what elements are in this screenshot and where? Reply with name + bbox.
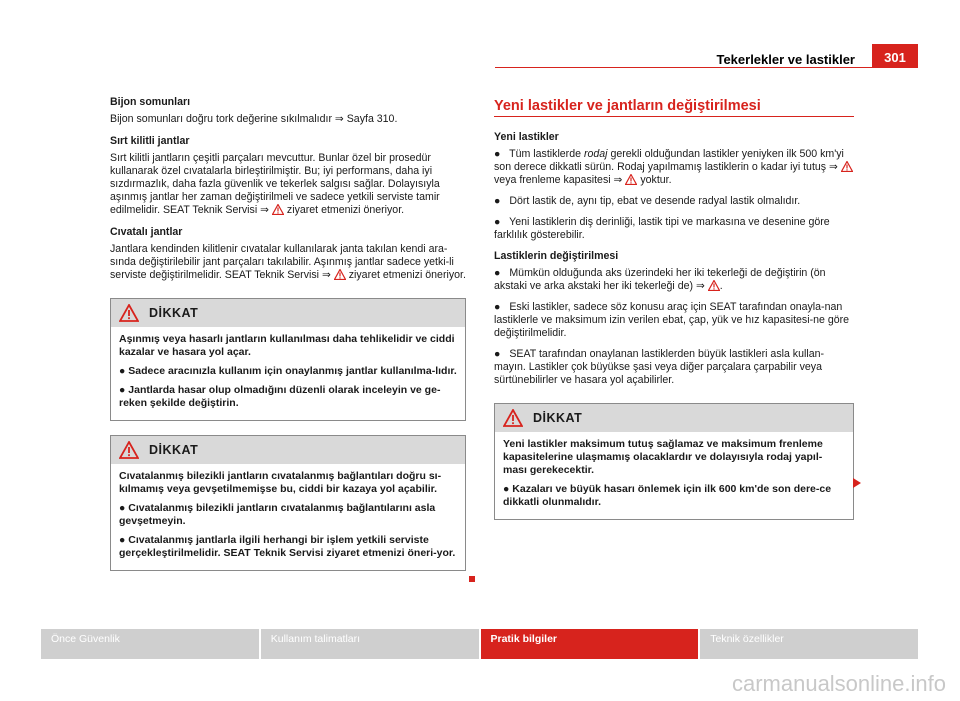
paragraph-civatali-jantlar: [110, 243, 466, 282]
bullet-text: Sadece aracınızla kullanım için onaylanmış jantlar kullanılma-lıdır.: [128, 365, 457, 377]
section-end-marker: [469, 576, 475, 582]
list-item: [494, 267, 854, 293]
bullet-dot: ●: [494, 216, 501, 228]
warning-box-body: [111, 464, 465, 570]
warning-triangle-icon: [334, 269, 346, 280]
warning-title: DİKKAT: [533, 410, 583, 425]
paragraph-text: ziyaret etmenizi öneriyor.: [348, 269, 466, 281]
heading-bijon-somunlari: Bijon somunları: [110, 96, 191, 108]
bullet-dot: ●: [503, 483, 510, 495]
warning-triangle-icon: [625, 174, 637, 185]
list-item: [494, 301, 854, 340]
paragraph-text: ziyaret etmenizi öneriyor.: [286, 204, 405, 216]
warning-triangle-icon: [119, 441, 139, 459]
bullet-dot: ●: [119, 534, 126, 546]
list-item: [494, 216, 854, 242]
heading-yeni-lastikler: Yeni lastikler: [494, 131, 559, 143]
paragraph-text: Sırt kilitli jantların çeşitli parçaları mevcuttur. Bunlar özel bir prosedür kullanarak özel cıvatalarla birleştirilmiştir. Bu; iyi performans, daha iyi sızdırmazlık, daha fazla güvenlik ve tekerlek salgısı sağlar. Dolayısıyla aşınmış jantlar her zaman değiştirilmeli ve sadece yetkili serviste tamir edilmelidir. SEAT Teknik Servisi ⇒: [110, 152, 440, 216]
warning-title: DİKKAT: [149, 305, 199, 320]
warning-box-2: [110, 435, 466, 571]
paragraph-bijon-somunlari: Bijon somunları doğru tork değerine sıkılmalıdır ⇒ Sayfa 310.: [110, 113, 398, 125]
warning-bullet: [119, 384, 457, 410]
heading-civatali-jantlar: Cıvatalı jantlar: [110, 226, 183, 238]
bullet-text: Cıvatalanmış jantlarla ilgili herhangi bir işlem yetkili serviste gerçekleştirilmelidir. SEAT Teknik Servisi ziyaret etmenizi öneri-yor.: [119, 534, 456, 559]
watermark: carmanualsonline.info: [731, 671, 946, 696]
heading-lastiklerin-degistirilmesi: Lastiklerin değiştirilmesi: [494, 250, 619, 262]
bullet-text: Mümkün olduğunda aks üzerindeki her iki tekerleği de değiştirin (ön akstaki ve arka akstaki her iki tekerleği de) ⇒: [494, 267, 826, 292]
warning-bullet: [119, 502, 457, 528]
bullet-emphasis: rodaj: [583, 148, 608, 160]
footer-tab-kullanim-talimatlari[interactable]: Kullanım talimatları: [261, 629, 481, 659]
bullet-text: Yeni lastiklerin diş derinliği, lastik tipi ve markasına ve desenine göre farklılık gösterebilir.: [494, 216, 830, 241]
warning-box-body: [495, 432, 853, 519]
bullet-text: Jantlarda hasar olup olmadığını düzenli olarak inceleyin ve ge-reken şekilde değiştirin.: [119, 384, 441, 409]
running-header-title: Tekerlekler ve lastikler: [716, 52, 855, 67]
bullet-text: yoktur.: [640, 174, 672, 186]
bullet-dot: ●: [494, 348, 501, 360]
bullet-text: veya frenleme kapasitesi ⇒: [494, 174, 623, 186]
warning-box-1: [110, 298, 466, 421]
warning-box-body: [111, 327, 465, 420]
warning-triangle-icon: [119, 304, 139, 322]
warning-bullet: [503, 483, 845, 509]
header-rule: [495, 67, 918, 68]
bullet-dot: ●: [119, 502, 126, 514]
warning-triangle-icon: [272, 204, 284, 215]
list-item: [494, 348, 854, 387]
bullet-dot: ●: [494, 195, 501, 207]
bullet-dot: ●: [494, 267, 501, 279]
footer-tab-pratik-bilgiler[interactable]: Pratik bilgiler: [481, 629, 701, 659]
warning-box-header: [111, 299, 465, 327]
warning-bullet: [119, 534, 457, 560]
list-item: [494, 195, 854, 208]
warning-title: DİKKAT: [149, 442, 199, 457]
bullet-dot: ●: [119, 384, 126, 396]
warning-box-header: [111, 436, 465, 464]
footer-tab-once-guvenlik[interactable]: Önce Güvenlik: [41, 629, 261, 659]
bullet-text: Cıvatalanmış bilezikli jantların cıvatalanmış bağlantılarını asla gevşetmeyin.: [119, 502, 436, 527]
paragraph-text: Jantlara kendinden kilitlenir cıvatalar kullanılarak janta takılan kendi ara-sında değiştirilebilir jant parçaları takılabilir. Aşınmış jantlar sadece yetki-li serviste değiştirilmelidir. SEAT Teknik Servisi ⇒: [110, 243, 454, 281]
continue-arrow-icon: [853, 478, 861, 488]
bullet-text: Eski lastikler, sadece söz konusu araç için SEAT tarafından onayla-nan lastiklerle ve maksimum izin verilen ebat, çap, yük ve hız kapasitesi-ne göre değiştirilmelidir.: [494, 301, 850, 339]
warning-box-header: [495, 404, 853, 432]
bullet-text: .: [719, 280, 723, 292]
section-title: Yeni lastikler ve jantların değiştirilmesi: [494, 100, 854, 117]
warning-box-3: [494, 403, 854, 520]
right-column: [494, 100, 854, 534]
heading-sirt-kilitli: Sırt kilitli jantlar: [110, 135, 190, 147]
paragraph-sirt-kilitli: [110, 152, 466, 217]
warning-text: Yeni lastikler maksimum tutuş sağlamaz ve maksimum frenleme kapasitelerine ulaşmamış olacaklardır ve dolayısıyla rodaj yapıl-ması gerekecektir.: [503, 438, 823, 476]
page-number: 301: [872, 44, 918, 68]
warning-triangle-icon: [841, 161, 853, 172]
warning-text: Cıvatalanmış bilezikli jantların cıvatalanmış bağlantıları doğru sı-kılmamış veya gevşetilmemişse bu, ciddi bir kazaya yol açabilir.: [119, 470, 442, 495]
footer-nav: [41, 629, 918, 659]
bullet-text: Dört lastik de, aynı tip, ebat ve desende radyal lastik olmalıdır.: [509, 195, 801, 207]
left-column: [110, 96, 466, 585]
bullet-text: SEAT tarafından onaylanan lastiklerden büyük lastikleri asla kullan-mayın. Lastikler çok büyükse şasi veya diğer parçalara çarpabilir veya sürtünebilirler ve hasara yol açabilirler.: [494, 348, 825, 386]
footer-tab-teknik-ozellikler[interactable]: Teknik özellikler: [700, 629, 918, 659]
bullet-dot: ●: [494, 301, 501, 313]
warning-bullet: [119, 365, 457, 378]
bullet-text: gerekli olduğundan lastikler yeniyken ilk 500 km'yi son derece dikkatli sürün. Rodaj yapılmamış lastiklerin o kadar iyi tutuş ⇒: [494, 148, 844, 173]
list-item: [494, 148, 854, 187]
warning-text: Aşınmış veya hasarlı jantların kullanılması daha tehlikelidir ve ciddi kazalar ve hasara yol açar.: [119, 333, 455, 358]
bullet-dot: ●: [119, 365, 126, 377]
bullet-text: Kazaları ve büyük hasarı önlemek için ilk 600 km'de son dere-ce dikkatli olunmalıdır.: [503, 483, 832, 508]
bullet-text: Tüm lastiklerde: [509, 148, 581, 160]
warning-triangle-icon: [708, 280, 720, 291]
bullet-dot: ●: [494, 148, 501, 160]
warning-triangle-icon: [503, 409, 523, 427]
